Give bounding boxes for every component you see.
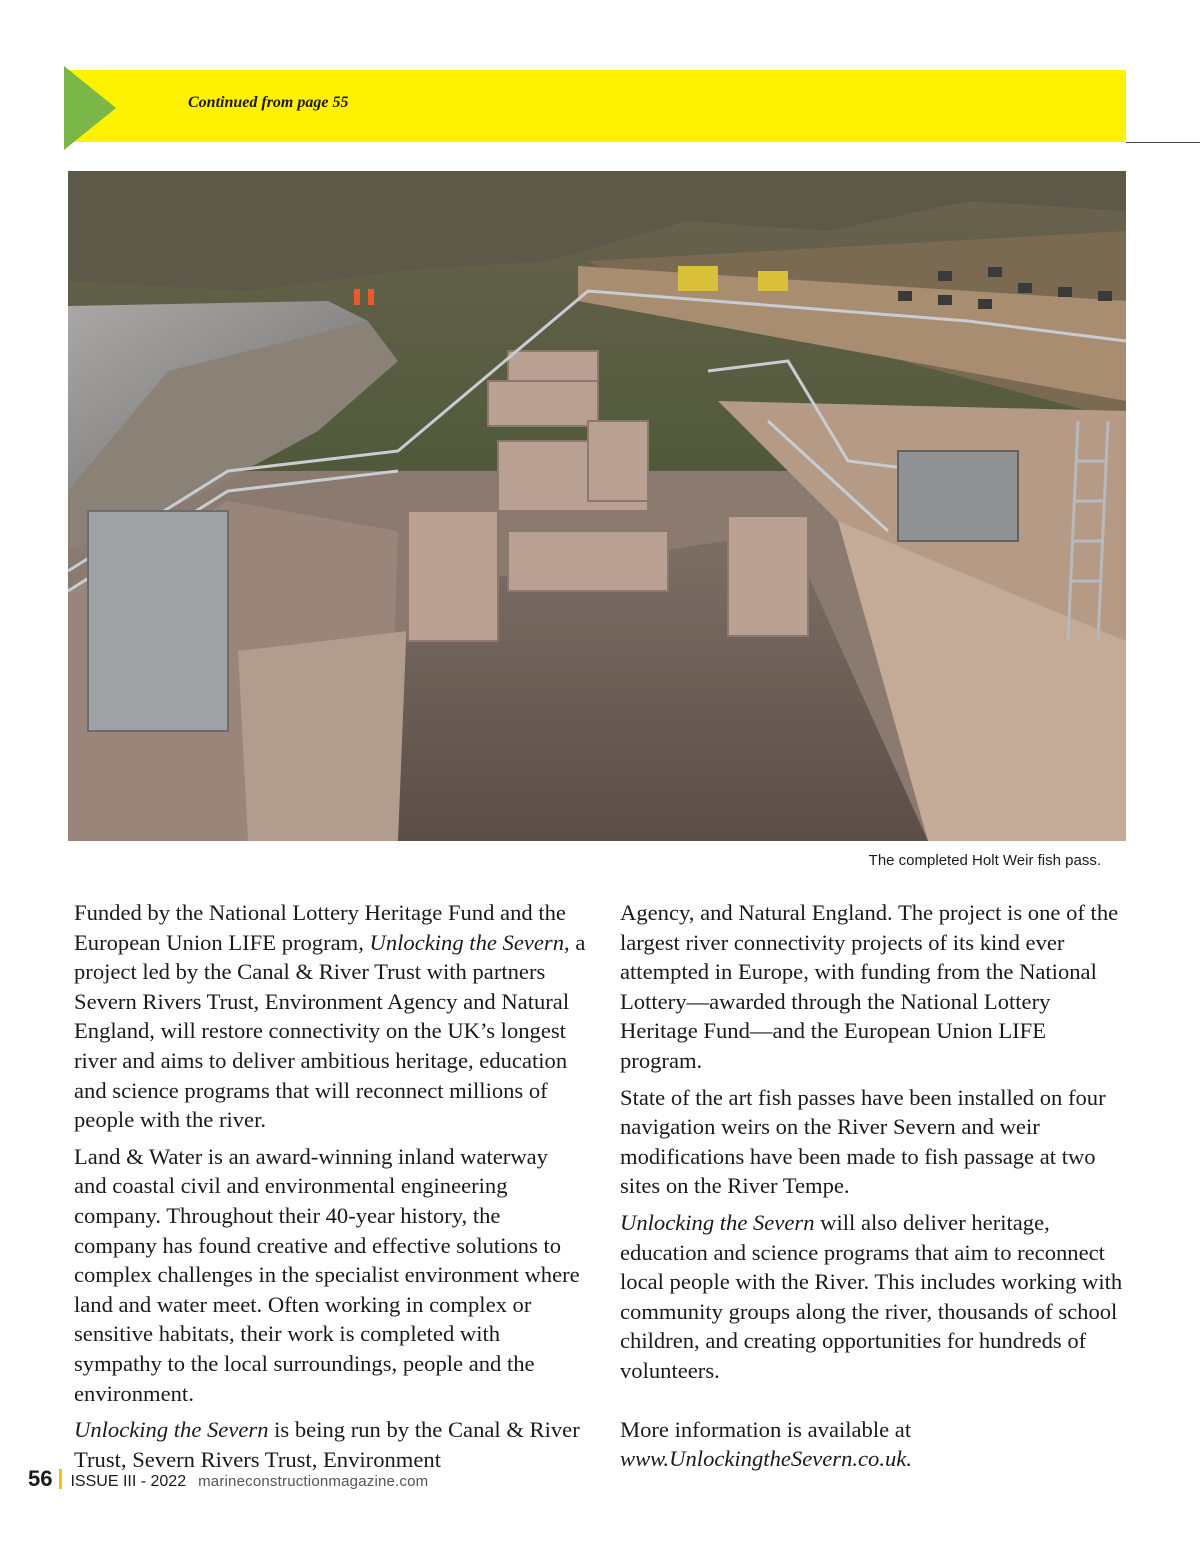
paragraph [74,898,586,1135]
paragraph: Land & Water is an award-winning inland waterway and coastal civil and environmental engineering company. Throughout their 40-year history, the company has found creative and effective solutions to complex challenges in the specialist environment where land and water meet. Often working in complex or sensitive habitats, their work is completed with sympathy to the local surroundings, people and the environment. [74,1143,580,1406]
website-link[interactable]: www.UnlockingtheSevern.co.uk. [620,1446,912,1472]
text-span: is being run by the Canal & River Trust, Severn Rivers Trust, Environment [74,1417,580,1472]
text-span: Funded by the National Lottery Heritage Fund and the European Union LIFE program, [74,900,566,955]
fish-pass-illustration [68,171,1126,841]
paragraph [620,1208,1132,1386]
site-url: marineconstructionmagazine.com [198,1473,429,1490]
page-footer [28,1466,428,1496]
article-column-left [74,898,586,1481]
paragraph-gap [620,1393,1132,1415]
footer-divider [59,1469,62,1489]
project-name: Unlocking the Severn [369,929,565,955]
text-span: , a project led by the Canal & River Trust with partners Severn Rivers Trust, Environment Agency and Natural England, will restore connectivity on the UK’s longest river and aims to deliver ambitious heritage, education and science programs that will reconnect millions of people with the river. [74,929,586,1133]
issue-label: ISSUE III - 2022 [70,1473,187,1490]
paragraph [620,1415,1132,1474]
photo-caption: The completed Holt Weir fish pass. [868,852,1101,869]
article-column-right [620,898,1132,1481]
paragraph: State of the art fish passes have been installed on four navigation weirs on the River Severn and weir modifications have been made to fish passage at two sites on the River Tempe. [620,1084,1106,1199]
banner-rule [1126,142,1200,143]
page-number: 56 [28,1466,53,1491]
fish-pass-photo [68,171,1126,841]
project-name: Unlocking the Severn [620,1209,815,1235]
project-name: Unlocking the Severn [74,1417,269,1443]
text-span: More information is available at [620,1416,912,1442]
text-span: will also deliver heritage, education and science programs that aim to reconnect local people with the River. This includes working with community groups along the river, thousands of school children, and creating opportunities for hundreds of volunteers. [620,1209,1123,1383]
continued-label: Continued from page 55 [188,94,349,111]
paragraph: Agency, and Natural England. The project is one of the largest river connectivity projects of its kind ever attempted in Europe, with funding from the National Lottery—awarded through the National Lottery Heritage Fund—and the European Union LIFE program. [620,900,1119,1073]
banner-arrow-icon [64,66,116,150]
